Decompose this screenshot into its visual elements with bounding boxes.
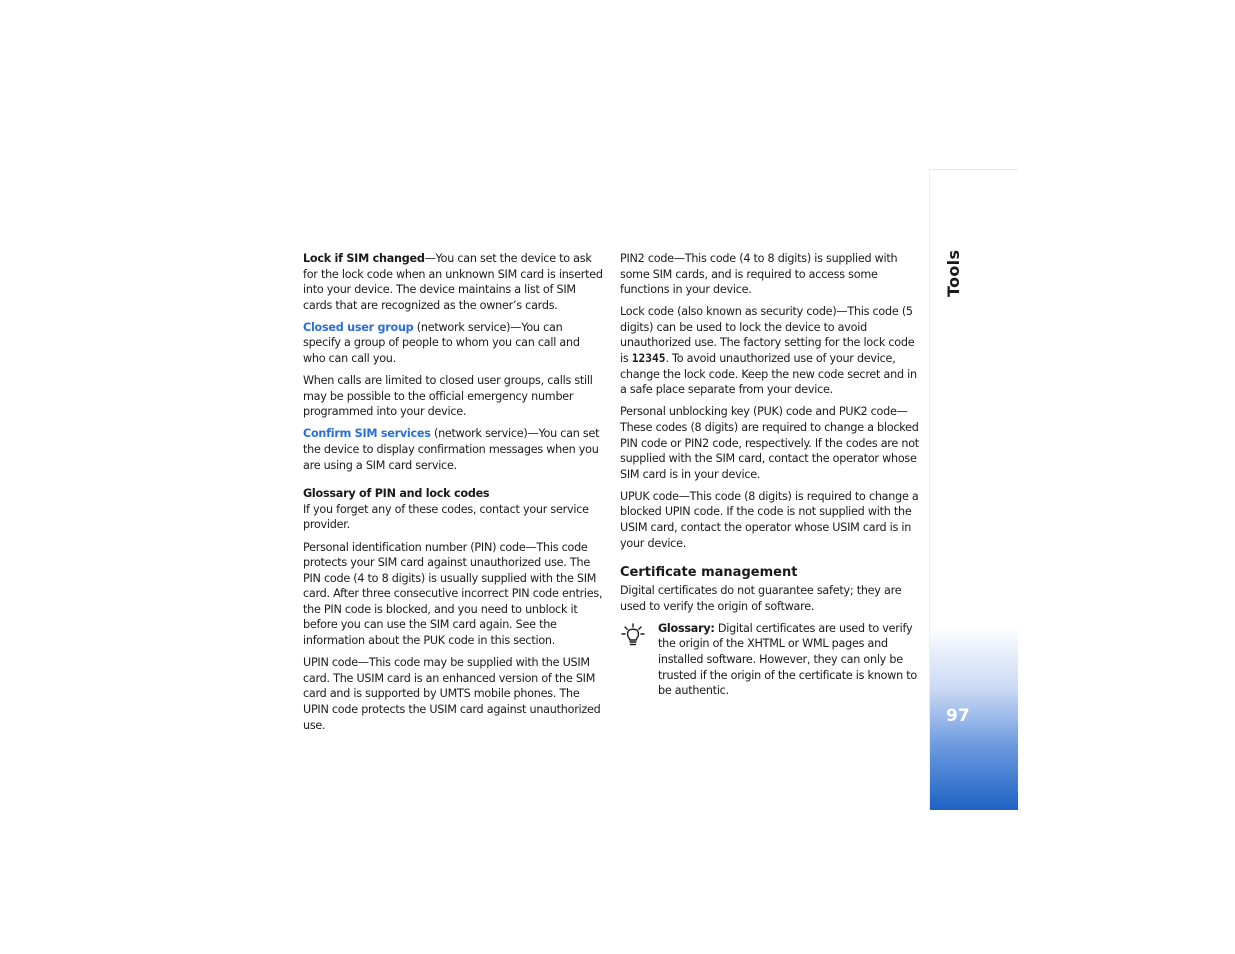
- certificate-management-heading: Certificate management: [620, 565, 798, 581]
- upuk-code-paragraph: UPUK code—This code (8 digits) is required to change a blocked UPIN code. If the code is not supplied with the USIM card, contact the operator whose USIM card is in your device.: [620, 489, 919, 550]
- section-side-tab: [929, 169, 1018, 810]
- right-column: [620, 251, 922, 699]
- glossary-heading: Glossary of PIN and lock codes: [303, 487, 490, 501]
- closed-user-group-note: When calls are limited to closed user groups, calls still may be possible to the official emergency number programmed into your device.: [303, 374, 593, 419]
- left-column: [303, 251, 603, 740]
- lock-code-paragraph: [620, 304, 922, 398]
- glossary-tip-text: Digital certificates are used to verify the origin of the XHTML or WML pages and installed software. However, they can only be trusted if the origin of the certificate is known to be authentic.: [658, 621, 917, 698]
- closed-user-group-link[interactable]: Closed user group: [303, 320, 414, 334]
- glossary-intro: If you forget any of these codes, contact your service provider.: [303, 502, 589, 532]
- confirm-sim-services-link[interactable]: Confirm SIM services: [303, 427, 431, 441]
- puk-code-paragraph: Personal unblocking key (PUK) code and PUK2 code—These codes (8 digits) are required to change a blocked PIN code or PIN2 code, respectively. If the codes are not supplied with the SIM card, contact the operator whose SIM card is in your device.: [620, 405, 919, 481]
- section-title: Tools: [944, 249, 963, 297]
- lock-code-text-before: Lock code (also known as security code)—This code (5 digits) can be used to lock the device to avoid unauthorized use. The factory setting for the lock code is: [620, 305, 915, 366]
- certificate-intro: Digital certificates do not guarantee safety; they are used to verify the origin of software.: [620, 584, 902, 613]
- lock-if-sim-changed-paragraph: [303, 251, 603, 313]
- glossary-tip: [620, 621, 922, 699]
- lock-code-default-value: 12345: [631, 352, 666, 366]
- closed-user-group-text: (network service)—You can specify a group of people to whom you can call and who can call you.: [303, 320, 580, 366]
- upin-code-paragraph: UPIN code—This code may be supplied with the USIM card. The USIM card is an enhanced version of the SIM card and is supported by UMTS mobile phones. The UPIN code protects the USIM card against unauthorized use.: [303, 656, 601, 732]
- lock-code-text-after: . To avoid unauthorized use of your device, change the lock code. Keep the new code secret and in a safe place separate from your device.: [620, 352, 917, 397]
- lock-if-sim-changed-text: —You can set the device to ask for the lock code when an unknown SIM card is inserted into your device. The device maintains a list of SIM cards that are recognized as the owner’s cards.: [303, 252, 603, 312]
- confirm-sim-services-paragraph: [303, 426, 603, 473]
- lock-if-sim-changed-term: Lock if SIM changed: [303, 252, 425, 265]
- pin-code-paragraph: Personal identification number (PIN) code—This code protects your SIM card against unauthorized use. The PIN code (4 to 8 digits) is usually supplied with the SIM card. After three consecutive incorrect PIN code entries, the PIN code is blocked, and you need to unblock it before you can use the SIM card again. See the information about the PUK code in this section.: [303, 540, 603, 648]
- confirm-sim-services-text: (network service)—You can set the device to display confirmation messages when you are using a SIM card service.: [303, 427, 600, 472]
- glossary-tip-label: Glossary:: [658, 621, 715, 635]
- page-number: 97: [946, 706, 970, 726]
- closed-user-group-paragraph: [303, 320, 603, 367]
- pin2-code-paragraph: PIN2 code—This code (4 to 8 digits) is supplied with some SIM cards, and is required to access some functions in your device.: [620, 252, 898, 297]
- lightbulb-icon: [620, 622, 646, 648]
